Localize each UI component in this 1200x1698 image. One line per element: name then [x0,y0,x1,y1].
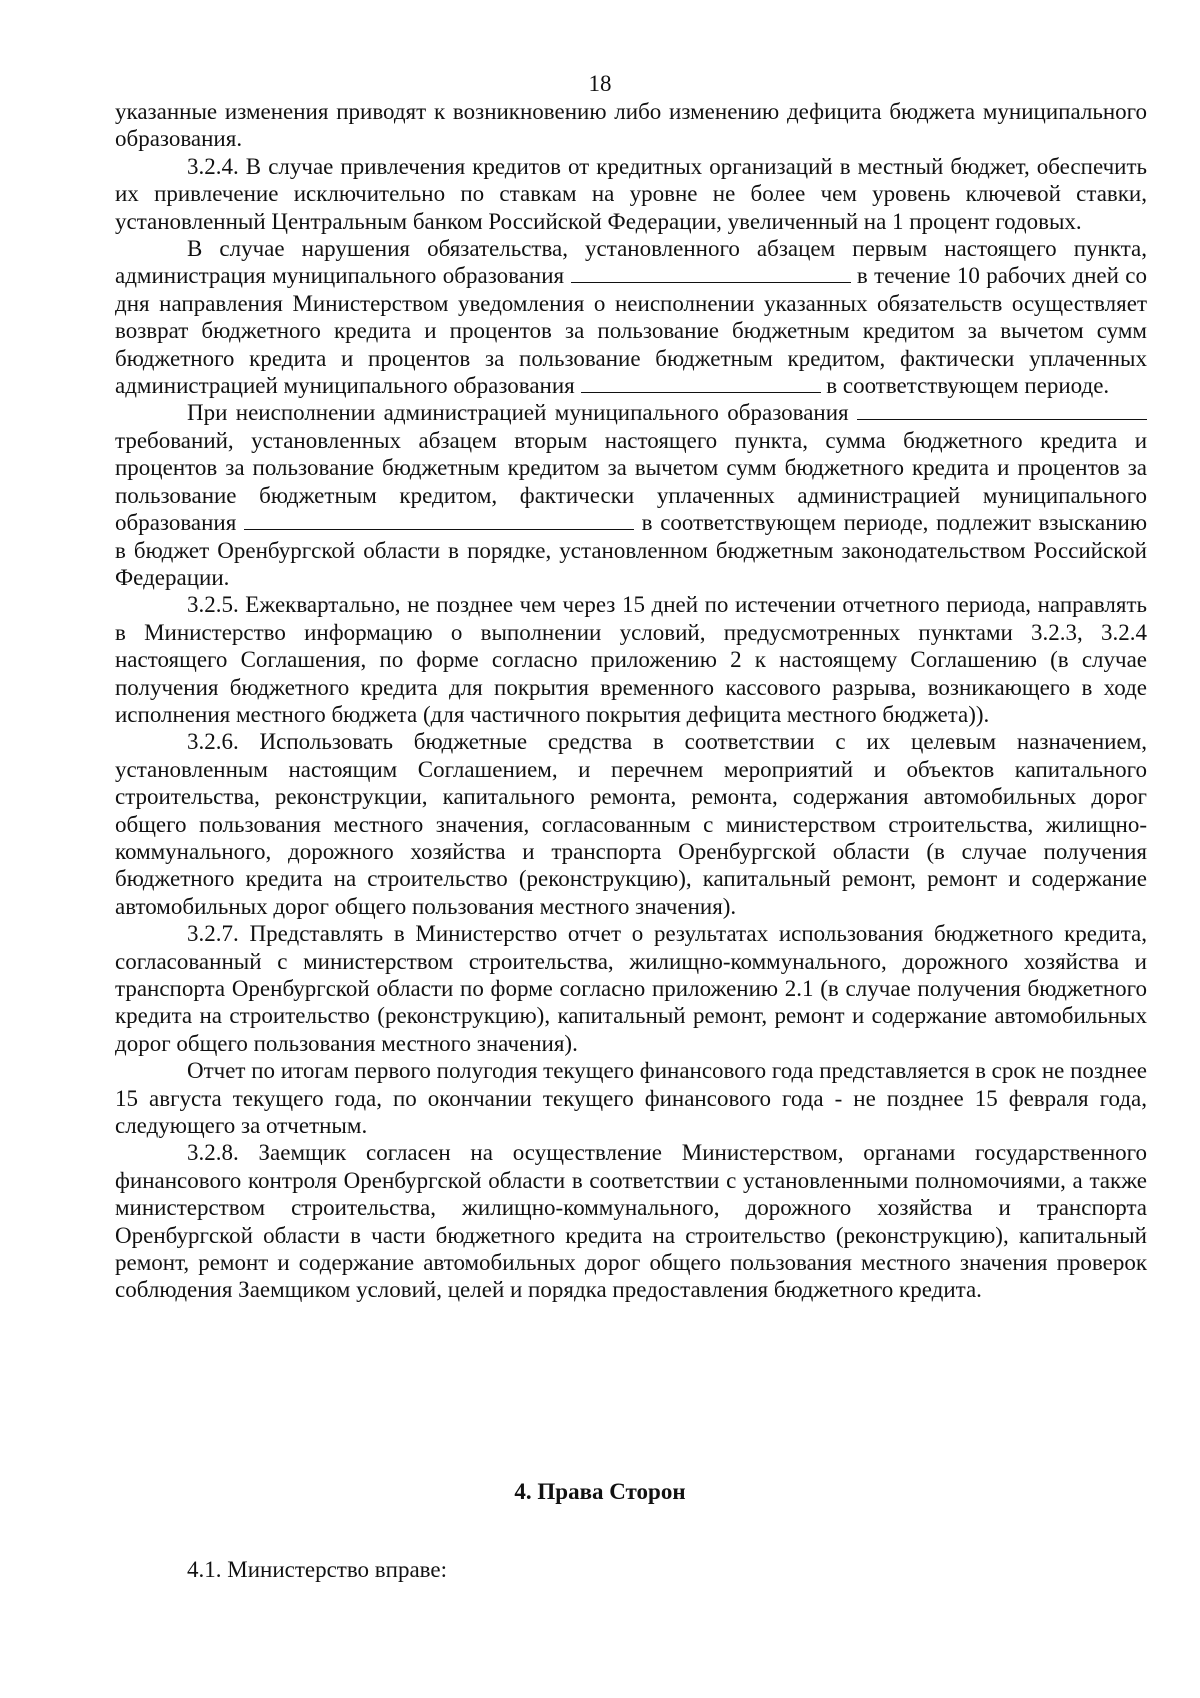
paragraph-3-2-4: 3.2.4. В случае привлечения кредитов от кредитных организаций в местный бюджет, обеспечить их привлечение исключительно по ставкам на уровне не более чем уровень ключевой ставки, установленный Центральным банком Российской Федерации, увеличенный на 1 процент годовых. [115,153,1147,234]
paragraph-text: в течение 10 рабочих дней со дня направления Министерством уведомления о неисполнении указанных обязательств осуществляет возврат бюджетного кредита и процентов за пользование бюджетным кредитом за вычетом сумм бюджетного кредита и процентов за пользование бюджетным кредитом, фактически уплаченных администрацией муниципального образования [115,263,1148,399]
clause-4-1: 4.1. Министерство вправе: [187,1557,448,1582]
paragraph-3-2-7: 3.2.7. Представлять в Министерство отчет о результатах использования бюджетного кредита, согласованный с министерством строительства, жилищно-коммунального, дорожного хозяйства и транспорта Оренбургской области по форме согласно приложению 2.1 (в случае получения бюджетного кредита на строительство (реконструкцию), капитальный ремонт, ремонт и содержание автомобильных дорог общего пользования местного значения). [115,921,1147,1056]
paragraph-text: В случае нарушения обязательства, установленного абзацем первым настоящего пункта, администрация муниципального образования [115,236,1147,289]
paragraph-text: в [641,510,653,536]
blank-field [571,264,851,283]
paragraph-text: соответствующем периоде, подлежит взысканию в бюджет Оренбургской области в порядке, установленном бюджетным законодательством Российской Федерации. [115,510,1147,590]
page-number: 18 [588,71,612,96]
paragraph-text: требований, установленных абзацем вторым настоящего пункта, сумма бюджетного кредита и процентов за пользование бюджетным кредитом за вычетом сумм бюджетного кредита и процентов за пользование бюджетным кредитом, фактически уплаченных администрацией муниципального образования [115,427,1147,536]
blank-field [581,374,821,393]
document-body [115,98,1147,1304]
paragraph-3-2-5: 3.2.5. Ежеквартально, не позднее чем через 15 дней по истечении отчетного периода, направлять в Министерство информацию о выполнении условий, предусмотренных пунктами 3.2.3, 3.2.4 настоящего Соглашения, по форме согласно приложению 2 к настоящему Соглашению (в случае получения бюджетного кредита для покрытия временного кассового разрыва, возникающего в ходе исполнения местного бюджета (для частичного покрытия дефицита местного бюджета)). [115,592,1147,727]
blank-field [857,401,1147,420]
paragraph-text: в [826,373,838,399]
paragraph-3-2-8: 3.2.8. Заемщик согласен на осуществление Министерством, органами государственного финансового контроля Оренбургской области в соответствии с установленными полномочиями, а также министерством строительства, жилищно-коммунального, дорожного хозяйства и транспорта Оренбургской области в части бюджетного кредита на строительство (реконструкцию), капитальный ремонт, ремонт и содержание автомобильных дорог общего пользования местного значения проверок соблюдения Заемщиком условий, целей и порядка предоставления бюджетного кредита. [115,1140,1147,1303]
blank-field [244,511,634,530]
paragraph-report-deadline: Отчет по итогам первого полугодия текущего финансового года представляется в срок не позднее 15 августа текущего года, по окончании текущего финансового года - не позднее 15 февраля года, следующего за отчетным. [115,1058,1147,1139]
paragraph-text: соответствующем периоде. [842,373,1110,399]
paragraph-3-2-6: 3.2.6. Использовать бюджетные средства в соответствии с их целевым назначением, установленным настоящим Соглашением, и перечнем мероприятий и объектов капитального строительства, реконструкции, капитального ремонта, ремонта, содержания автомобильных дорог общего пользования местного значения, согласованным с министерством строительства, жилищно-коммунального, дорожного хозяйства и транспорта Оренбургской области (в случае получения бюджетного кредита на строительство (реконструкцию), капитальный ремонт, ремонт и содержание автомобильных дорог общего пользования местного значения). [115,729,1147,919]
paragraph-text: При неисполнении администрацией муниципального образования [187,400,849,426]
paragraph-continuation: указанные изменения приводят к возникновению либо изменению дефицита бюджета муниципального образования. [115,99,1147,152]
paragraph-non-fulfillment [115,399,1147,591]
section-heading: 4. Права Сторон [514,1479,686,1504]
paragraph-violation-return [115,235,1147,399]
